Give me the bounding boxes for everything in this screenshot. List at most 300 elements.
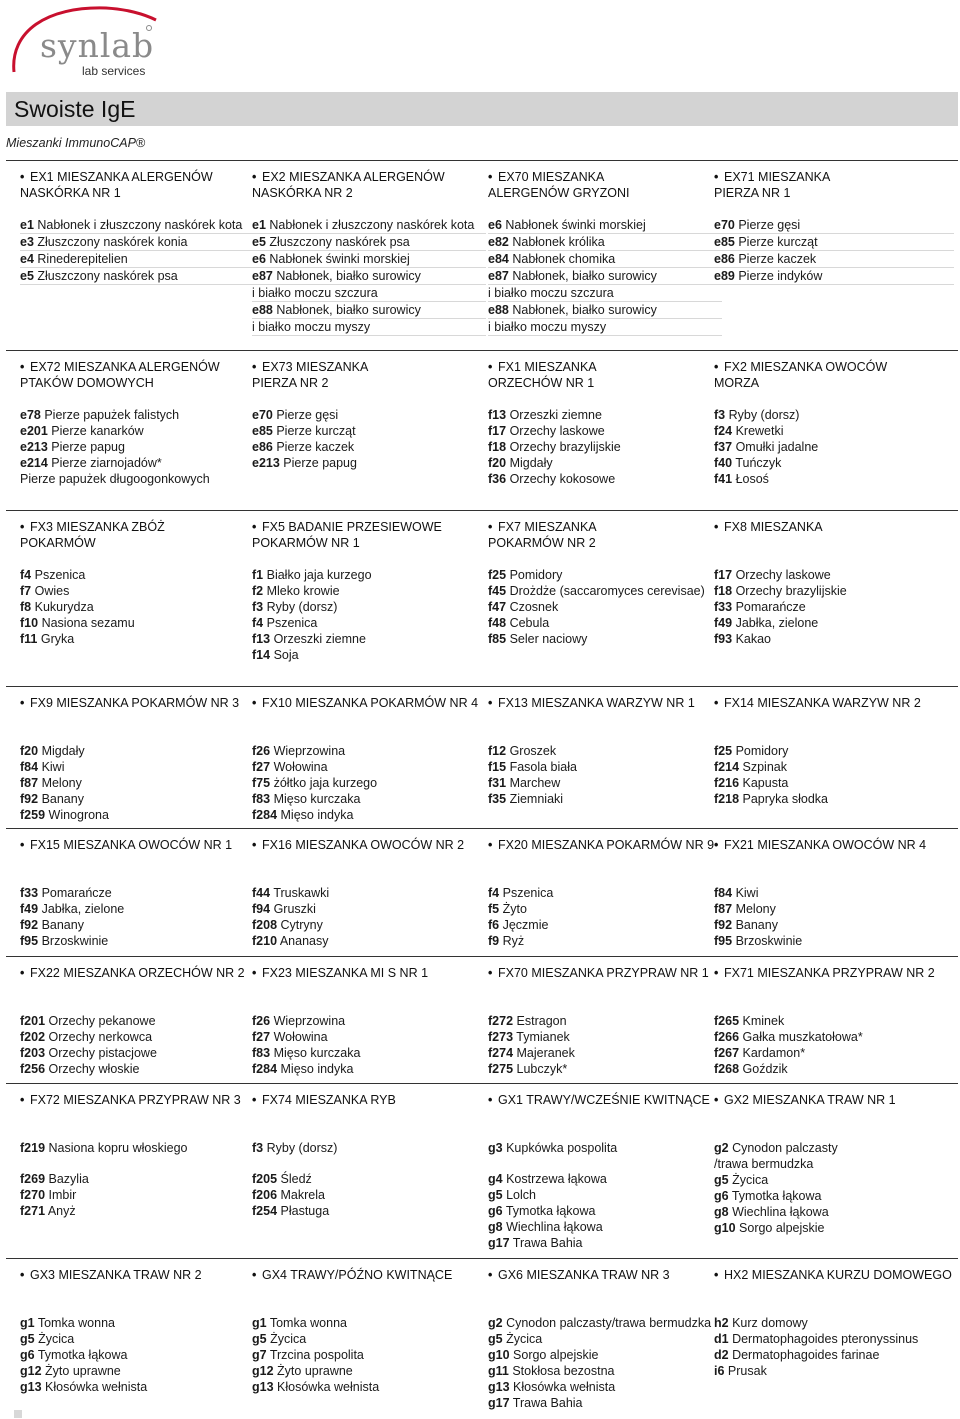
allergen-item <box>488 599 722 615</box>
allergen-name: Orzechy nerkowca <box>48 1030 153 1044</box>
allergen-code: g6 <box>20 1348 35 1362</box>
allergen-item <box>714 1140 954 1156</box>
allergen-item <box>714 471 954 487</box>
allergen-code: f18 <box>714 584 733 598</box>
allergen-code: g12 <box>252 1364 274 1378</box>
allergen-code: f4 <box>488 886 500 900</box>
allergen-code: g13 <box>252 1380 274 1394</box>
allergen-name: Kłosówka wełnista <box>45 1380 148 1394</box>
allergen-code: f26 <box>252 744 271 758</box>
allergen-name: Tymotka łąkowa <box>731 1189 822 1203</box>
allergen-name: Pierze gęsi <box>738 218 801 232</box>
mix-heading-line2: ALERGENÓW GRYZONI <box>488 186 630 200</box>
allergen-item <box>488 933 722 949</box>
allergen-item <box>714 631 954 647</box>
allergen-code: f266 <box>714 1030 740 1044</box>
allergen-name: Pomidory <box>735 744 789 758</box>
allergen-item <box>252 1013 486 1029</box>
allergen-name: Żyto uprawne <box>45 1364 121 1378</box>
allergen-code: g7 <box>252 1348 267 1362</box>
allergen-name: Ryby (dorsz) <box>266 600 338 614</box>
allergen-code: f83 <box>252 792 271 806</box>
allergen-item <box>714 455 954 471</box>
allergen-code: f92 <box>714 918 733 932</box>
allergen-name: Czosnek <box>509 600 559 614</box>
mix-heading <box>20 169 254 203</box>
allergen-name: Jęczmie <box>502 918 549 932</box>
bullet-icon: • <box>488 966 493 980</box>
allergen-name: Mleko krowie <box>266 584 340 598</box>
allergen-code: f37 <box>714 440 733 454</box>
allergen-item <box>252 251 486 268</box>
allergen-name: Białko jaja kurzego <box>266 568 372 582</box>
allergen-code: f265 <box>714 1014 740 1028</box>
allergen-code: e85 <box>714 235 735 249</box>
mix-heading-line2: POKARMÓW <box>20 536 96 550</box>
allergen-item <box>252 1315 486 1331</box>
mix-column <box>488 519 722 647</box>
allergen-code: f202 <box>20 1030 46 1044</box>
allergen-item <box>252 217 486 234</box>
allergen-item <box>714 567 954 583</box>
allergen-code: f272 <box>488 1014 514 1028</box>
allergen-name: Kiwi <box>41 760 65 774</box>
allergen-list <box>488 885 722 949</box>
allergen-item <box>20 268 254 285</box>
allergen-name: Nabłonek i złuszczony naskórek kota <box>269 218 475 232</box>
allergen-name: Ryby (dorsz) <box>266 1141 338 1155</box>
allergen-name: Trzcina pospolita <box>269 1348 364 1362</box>
allergen-item <box>252 285 486 302</box>
bullet-icon: • <box>20 1093 25 1107</box>
allergen-item <box>714 1331 954 1347</box>
allergen-name: Papryka słodka <box>742 792 828 806</box>
allergen-name: Nabłonek, białko surowicy <box>276 269 421 283</box>
allergen-name: Nabłonek świnki morskiej <box>505 218 646 232</box>
allergen-item <box>20 933 254 949</box>
allergen-item <box>488 423 722 439</box>
mix-heading-line1: FX5 BADANIE PRZESIEWOWE <box>262 520 442 534</box>
allergen-name: Wiechlina łąkowa <box>506 1220 603 1234</box>
allergen-item <box>20 1171 254 1187</box>
allergen-name: Marchew <box>509 776 561 790</box>
allergen-code: g2 <box>488 1316 503 1330</box>
allergen-name: Nabłonek świnki morskiej <box>269 252 410 266</box>
allergen-code: e70 <box>252 408 273 422</box>
allergen-name: Pierze papug <box>51 440 125 454</box>
allergen-name: Pierze ziarnojadów* <box>51 456 162 470</box>
allergen-name: Pierze papużek długoogonkowych <box>20 472 210 486</box>
allergen-name: Pierze kurcząt <box>276 424 356 438</box>
allergen-name: Mięso indyka <box>280 1062 354 1076</box>
mix-heading <box>252 359 486 393</box>
allergen-code: f27 <box>252 1030 271 1044</box>
mix-column <box>252 169 486 336</box>
allergen-list <box>20 567 254 647</box>
allergen-item <box>20 455 254 471</box>
bullet-icon: • <box>488 838 493 852</box>
allergen-code: e88 <box>252 303 273 317</box>
allergen-name: Seler naciowy <box>509 632 588 646</box>
allergen-item <box>714 775 954 791</box>
allergen-code: f271 <box>20 1204 46 1218</box>
allergen-item <box>714 407 954 423</box>
allergen-code: e89 <box>714 269 735 283</box>
allergen-code: g5 <box>488 1332 503 1346</box>
allergen-name: Nabłonek, białko surowicy <box>276 303 421 317</box>
allergen-name: Pierze kanarków <box>51 424 144 438</box>
mix-heading <box>20 519 254 553</box>
allergen-code: e87 <box>488 269 509 283</box>
allergen-name: Orzechy laskowe <box>735 568 831 582</box>
allergen-name: Cytryny <box>280 918 323 932</box>
allergen-item <box>488 631 722 647</box>
allergen-name: Nabłonek królika <box>512 235 605 249</box>
allergen-item <box>488 1045 722 1061</box>
allergen-item <box>714 1188 954 1204</box>
allergen-item <box>252 423 486 439</box>
logo-name: synlab <box>40 26 155 65</box>
title-bar <box>6 92 958 126</box>
allergen-code: g13 <box>488 1380 510 1394</box>
mix-heading-line1: GX6 MIESZANKA TRAW NR 3 <box>498 1268 670 1282</box>
allergen-item <box>488 743 722 759</box>
allergen-item <box>488 1331 722 1347</box>
allergen-list <box>252 567 486 663</box>
allergen-item <box>252 1171 486 1187</box>
allergen-list <box>252 1315 486 1395</box>
allergen-name: Kupkówka pospolita <box>506 1141 618 1155</box>
allergen-code: f5 <box>488 902 500 916</box>
bullet-icon: • <box>488 360 493 374</box>
allergen-name: Soja <box>273 648 299 662</box>
allergen-code: g12 <box>20 1364 42 1378</box>
mix-section <box>6 1258 958 1410</box>
allergen-item <box>252 885 486 901</box>
allergen-name: Imbir <box>48 1188 77 1202</box>
mix-column <box>714 837 954 949</box>
mix-column <box>20 1267 254 1395</box>
allergen-list <box>252 743 486 823</box>
mix-heading-line1: FX2 MIESZANKA OWOCÓW <box>724 360 888 374</box>
allergen-item <box>252 1061 486 1077</box>
mix-column <box>252 965 486 1077</box>
mix-heading-line1: FX9 MIESZANKA POKARMÓW NR 3 <box>30 696 240 710</box>
bullet-icon: • <box>714 1093 719 1107</box>
mix-column <box>714 519 954 647</box>
allergen-code: e213 <box>252 456 280 470</box>
mix-section <box>6 828 958 948</box>
allergen-item <box>252 1029 486 1045</box>
allergen-item <box>488 583 722 599</box>
allergen-code: e5 <box>252 235 266 249</box>
allergen-list <box>714 1013 954 1077</box>
allergen-code: f216 <box>714 776 740 790</box>
allergen-name: Banany <box>41 918 84 932</box>
allergen-name: Truskawki <box>273 886 330 900</box>
allergen-code: f8 <box>20 600 32 614</box>
allergen-list <box>714 1140 954 1236</box>
mix-heading-line1: FX74 MIESZANKA RYB <box>262 1093 396 1107</box>
allergen-code: d2 <box>714 1348 729 1362</box>
mix-heading <box>252 519 486 553</box>
allergen-item <box>20 917 254 933</box>
page-subtitle: Mieszanki ImmunoCAP® <box>6 136 146 150</box>
mix-column <box>20 837 254 949</box>
allergen-name: Kukurydza <box>34 600 94 614</box>
allergen-name: Pierze kaczek <box>738 252 817 266</box>
allergen-item <box>252 567 486 583</box>
allergen-list <box>20 1140 254 1219</box>
allergen-code: f31 <box>488 776 507 790</box>
allergen-code: f36 <box>488 472 507 486</box>
allergen-list <box>488 567 722 647</box>
allergen-code: e6 <box>252 252 266 266</box>
mix-heading <box>488 965 722 999</box>
allergen-name: Nabłonek, białko surowicy <box>512 303 657 317</box>
allergen-code: f75 <box>252 776 271 790</box>
allergen-code: g5 <box>252 1332 267 1346</box>
allergen-list <box>488 1013 722 1077</box>
allergen-name: Banany <box>735 918 778 932</box>
allergen-name: Złuszczony naskórek psa <box>269 235 410 249</box>
allergen-name: Drożdże (saccaromyces cerevisae) <box>509 584 705 598</box>
mix-heading <box>252 965 486 999</box>
allergen-item <box>20 583 254 599</box>
allergen-name: Wieprzowina <box>273 744 346 758</box>
allergen-item <box>488 615 722 631</box>
allergen-item <box>20 791 254 807</box>
allergen-item <box>488 1187 722 1203</box>
allergen-item <box>20 1029 254 1045</box>
allergen-code: f208 <box>252 918 278 932</box>
allergen-code: g11 <box>488 1364 509 1378</box>
allergen-code: g17 <box>488 1236 510 1250</box>
allergen-item <box>20 1045 254 1061</box>
mix-column <box>714 965 954 1077</box>
mix-heading-line1: FX22 MIESZANKA ORZECHÓW NR 2 <box>30 966 245 980</box>
mix-heading <box>714 695 954 729</box>
mix-heading <box>252 1267 486 1301</box>
allergen-item <box>714 759 954 775</box>
allergen-name: Kostrzewa łąkowa <box>506 1172 607 1186</box>
allergen-item <box>20 901 254 917</box>
bullet-icon: • <box>488 696 493 710</box>
allergen-item <box>714 1156 954 1172</box>
allergen-item <box>20 631 254 647</box>
allergen-item <box>714 615 954 631</box>
allergen-name: Gryka <box>40 632 75 646</box>
allergen-item <box>20 599 254 615</box>
allergen-code: f33 <box>714 600 733 614</box>
allergen-item <box>488 1395 722 1411</box>
allergen-name: Kapusta <box>742 776 789 790</box>
allergen-item <box>20 1187 254 1203</box>
mix-heading <box>488 519 722 553</box>
mix-heading <box>714 965 954 999</box>
mix-column <box>20 1092 254 1219</box>
bullet-icon: • <box>488 170 493 184</box>
allergen-code: f84 <box>20 760 39 774</box>
allergen-list <box>488 217 722 336</box>
mix-heading <box>20 1267 254 1301</box>
allergen-name: Tymotka łąkowa <box>37 1348 128 1362</box>
allergen-item <box>488 407 722 423</box>
allergen-item <box>20 885 254 901</box>
allergen-name: Złuszczony naskórek konia <box>37 235 188 249</box>
mix-heading <box>714 359 954 393</box>
allergen-item <box>714 234 954 251</box>
allergen-name: Życica <box>38 1332 75 1346</box>
bullet-icon: • <box>20 966 25 980</box>
allergen-item <box>714 217 954 234</box>
mix-column <box>488 1092 722 1251</box>
allergen-item <box>252 439 486 455</box>
allergen-code: f218 <box>714 792 740 806</box>
mix-heading <box>488 837 722 871</box>
allergen-item <box>20 1363 254 1379</box>
mix-column <box>20 359 254 487</box>
allergen-code: f256 <box>20 1062 46 1076</box>
mix-heading-line1: EX1 MIESZANKA ALERGENÓW <box>30 170 213 184</box>
allergen-name: Tomka wonna <box>269 1316 347 1330</box>
bullet-icon: • <box>714 966 719 980</box>
allergen-code: e86 <box>714 252 735 266</box>
allergen-name: Orzeszki ziemne <box>273 632 366 646</box>
allergen-name: Wieprzowina <box>273 1014 346 1028</box>
allergen-item <box>488 885 722 901</box>
allergen-item <box>488 471 722 487</box>
allergen-item <box>20 1379 254 1395</box>
bullet-icon: • <box>20 520 25 534</box>
mix-heading-line1: GX4 TRAWY/PÓŹNO KWITNĄCE <box>262 1268 453 1282</box>
mix-heading-line1: EX2 MIESZANKA ALERGENÓW <box>262 170 445 184</box>
allergen-name: Bazylia <box>48 1172 89 1186</box>
allergen-code: f47 <box>488 600 507 614</box>
allergen-item <box>20 407 254 423</box>
allergen-name: Makrela <box>280 1188 325 1202</box>
allergen-name: Dermatophagoides farinae <box>732 1348 880 1362</box>
allergen-item <box>252 583 486 599</box>
bullet-icon: • <box>20 696 25 710</box>
allergen-name: Estragon <box>516 1014 567 1028</box>
allergen-item <box>252 1379 486 1395</box>
allergen-list <box>20 885 254 949</box>
mix-column <box>714 359 954 487</box>
allergen-name: Cynodon palczasty <box>732 1141 838 1155</box>
allergen-item <box>20 234 254 251</box>
allergen-name: Pomidory <box>509 568 563 582</box>
allergen-name: Banany <box>41 792 84 806</box>
allergen-code: f3 <box>252 1141 264 1155</box>
allergen-name: Kardamon* <box>742 1046 806 1060</box>
allergen-name: Orzeszki ziemne <box>509 408 602 422</box>
allergen-name: Ziemniaki <box>509 792 564 806</box>
allergen-name: Orzechy laskowe <box>509 424 605 438</box>
allergen-code: e86 <box>252 440 273 454</box>
allergen-name: Orzechy włoskie <box>48 1062 140 1076</box>
allergen-item <box>714 439 954 455</box>
allergen-name: i białko moczu szczura <box>488 286 614 300</box>
allergen-code: f284 <box>252 1062 278 1076</box>
allergen-code: f49 <box>714 616 733 630</box>
allergen-name: Mięso kurczaka <box>273 792 361 806</box>
allergen-code: f267 <box>714 1046 740 1060</box>
allergen-list <box>252 1140 486 1219</box>
allergen-code: g1 <box>252 1316 267 1330</box>
allergen-name: Brzoskwinie <box>735 934 803 948</box>
allergen-code: f2 <box>252 584 264 598</box>
allergen-name: Sorgo alpejskie <box>513 1348 599 1362</box>
mix-heading <box>20 1092 254 1126</box>
bullet-icon: • <box>252 696 257 710</box>
allergen-code: e70 <box>714 218 735 232</box>
mix-heading-line1: EX71 MIESZANKA <box>724 170 831 184</box>
allergen-code: f20 <box>488 456 507 470</box>
allergen-name: Cebula <box>509 616 550 630</box>
allergen-name: Mięso kurczaka <box>273 1046 361 1060</box>
allergen-item <box>20 251 254 268</box>
allergen-code: f48 <box>488 616 507 630</box>
allergen-code: f1 <box>252 568 264 582</box>
allergen-item <box>488 1029 722 1045</box>
allergen-name: Melony <box>41 776 82 790</box>
allergen-item <box>20 217 254 234</box>
allergen-code: g6 <box>488 1204 503 1218</box>
allergen-code: f20 <box>20 744 39 758</box>
allergen-name: Kłosówka wełnista <box>513 1380 616 1394</box>
allergen-name: Cynodon palczasty/trawa bermudzka <box>506 1316 712 1330</box>
mix-heading-line2: PIERZA NR 2 <box>252 376 329 390</box>
bullet-icon: • <box>488 520 493 534</box>
allergen-name: Rinederepitelien <box>37 252 128 266</box>
allergen-item <box>252 791 486 807</box>
allergen-name: Prusak <box>727 1364 767 1378</box>
mix-section <box>6 686 958 822</box>
allergen-code: f25 <box>488 568 507 582</box>
allergen-item <box>20 1203 254 1219</box>
allergen-code: f25 <box>714 744 733 758</box>
allergen-item <box>20 1013 254 1029</box>
mix-heading <box>488 359 722 393</box>
allergen-list <box>488 1315 725 1411</box>
mix-column <box>252 519 486 663</box>
allergen-name: Tomka wonna <box>37 1316 115 1330</box>
mix-heading <box>252 169 486 203</box>
mix-column <box>488 837 722 949</box>
allergen-code: f268 <box>714 1062 740 1076</box>
allergen-item <box>714 917 954 933</box>
allergen-item <box>252 647 486 663</box>
allergen-code: f87 <box>714 902 733 916</box>
allergen-list <box>488 407 722 487</box>
mix-heading <box>714 837 954 871</box>
allergen-list <box>252 407 486 471</box>
allergen-code: e78 <box>20 408 41 422</box>
allergen-code: e6 <box>488 218 502 232</box>
allergen-item <box>252 407 486 423</box>
allergen-name: Orzechy brazylijskie <box>509 440 621 454</box>
mix-heading-line1: EX73 MIESZANKA <box>262 360 369 374</box>
allergen-name: Żyto uprawne <box>277 1364 353 1378</box>
allergen-code: e88 <box>488 303 509 317</box>
allergen-code: f95 <box>20 934 39 948</box>
allergen-code: f49 <box>20 902 39 916</box>
allergen-item <box>488 1171 722 1187</box>
allergen-item <box>714 1172 954 1188</box>
allergen-code: f13 <box>488 408 507 422</box>
allergen-name: Kłosówka wełnista <box>277 1380 380 1394</box>
